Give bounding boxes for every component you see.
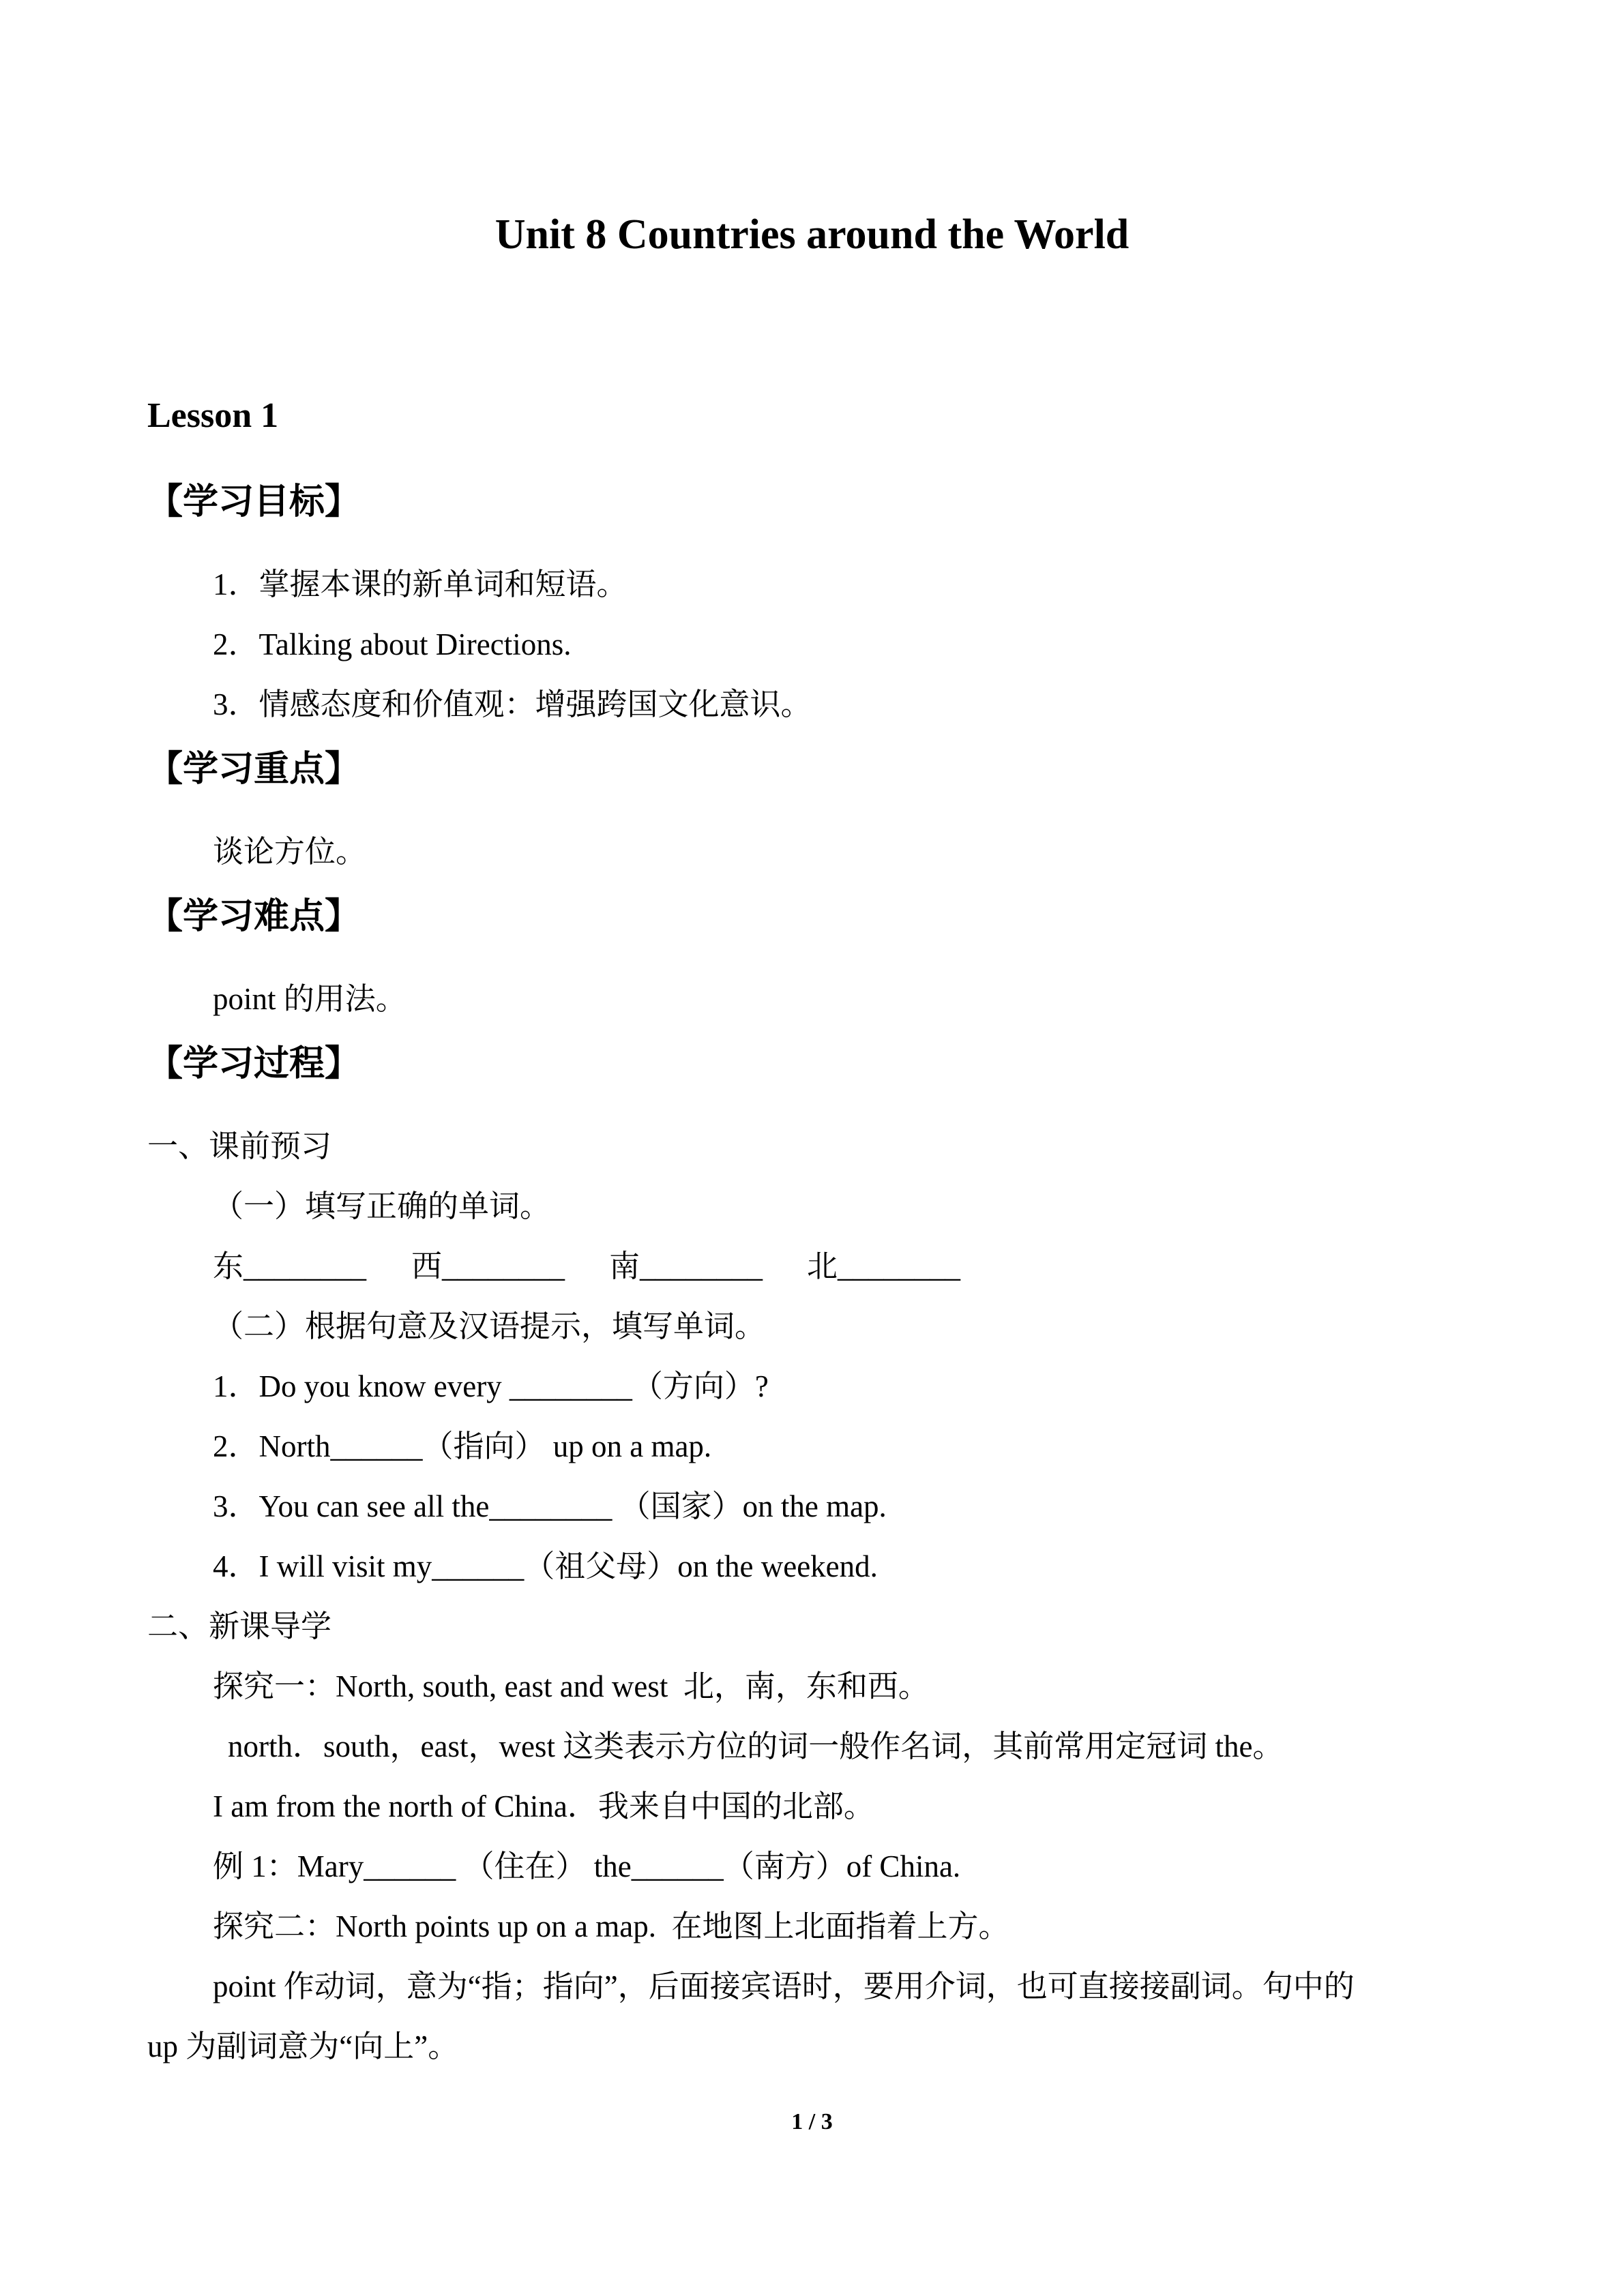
explanation-line: up 为副词意为“向上”。 (147, 2029, 459, 2063)
difficulties-heading: 【学习难点】 (147, 896, 361, 937)
explanation-line: point 作动词，意为“指；指向”，后面接宾语时，要用介词，也可直接接副词。句中的 (213, 1969, 1355, 2003)
lesson-heading: Lesson 1 (147, 396, 279, 435)
document-title: Unit 8 Countries around the World (494, 211, 1130, 258)
preview-heading: 一、课前预习 (147, 1129, 332, 1163)
exercise-item: 3．You can see all the________ （国家）on the map. (213, 1489, 887, 1523)
example-exercise: 例 1：Mary______ （住在） the______（南方）of China. (213, 1849, 961, 1883)
new-lesson-heading: 二、新课导学 (147, 1609, 332, 1643)
objective-item: 2．Talking about Directions. (213, 627, 572, 661)
example-sentence: I am from the north of China．我来自中国的北部。 (213, 1789, 874, 1823)
blank-south: 南________ (609, 1249, 763, 1283)
objective-item: 3．情感态度和价值观：增强跨国文化意识。 (213, 687, 812, 721)
blank-east: 东________ (213, 1249, 367, 1283)
objectives-heading: 【学习目标】 (147, 481, 361, 522)
process-heading: 【学习过程】 (147, 1043, 361, 1084)
exercise-item: 4．I will visit my______（祖父母）on the weekend. (213, 1549, 878, 1583)
preview-part2-title: （二）根据句意及汉语提示，填写单词。 (213, 1309, 766, 1343)
exercise-item: 2．North______（指向） up on a map. (213, 1429, 712, 1463)
preview-part1-title: （一）填写正确的单词。 (213, 1189, 551, 1223)
exercise-item: 1．Do you know every ________（方向）? (213, 1369, 769, 1403)
explore-one: 探究一：North, south, east and west 北，南，东和西。 (213, 1669, 929, 1703)
page-number: 1 / 3 (791, 2109, 833, 2134)
key-points-heading: 【学习重点】 (147, 749, 361, 790)
blank-north: 北________ (807, 1249, 961, 1283)
explore-two: 探究二：North points up on a map. 在地图上北面指着上方。 (213, 1909, 1009, 1943)
blank-west: 西________ (411, 1249, 565, 1283)
explanation-line: north．south，east，west 这类表示方位的词一般作名词，其前常用定冠词 the。 (228, 1729, 1284, 1763)
difficulties-text: point 的用法。 (213, 982, 407, 1016)
objective-item: 1．掌握本课的新单词和短语。 (213, 567, 628, 601)
key-points-text: 谈论方位。 (213, 835, 367, 869)
